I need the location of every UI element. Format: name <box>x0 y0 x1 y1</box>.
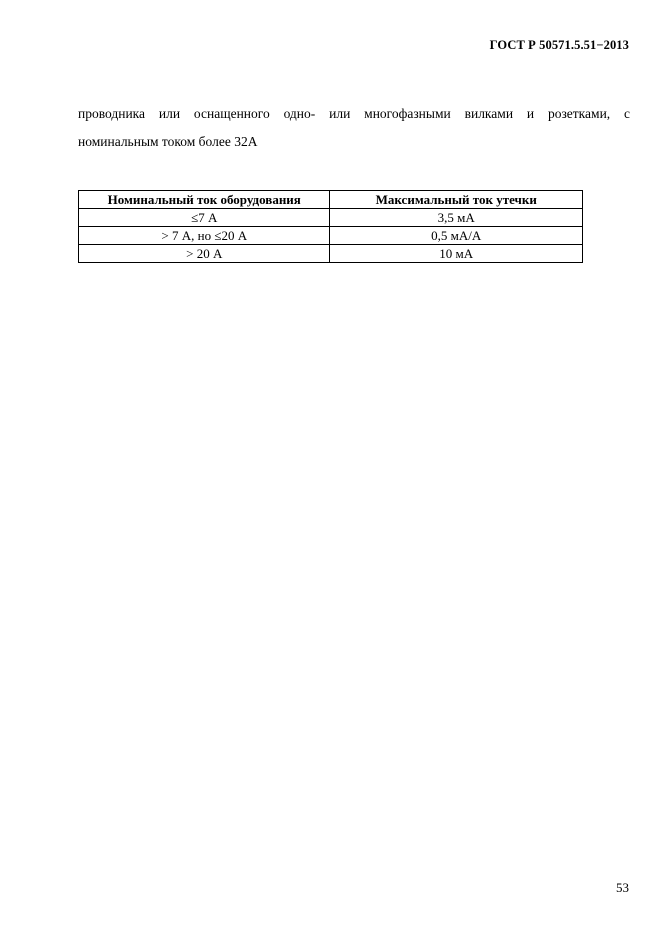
paragraph-line-2: номинальным током более 32А <box>78 134 258 149</box>
table-cell-rated-current: > 20 А <box>79 245 330 263</box>
table-cell-rated-current: > 7 А, но ≤20 А <box>79 227 330 245</box>
table-row <box>79 227 583 245</box>
page-number: 53 <box>616 880 629 895</box>
header-rated-current: Номинальный ток оборудования <box>79 191 330 209</box>
header-max-leakage-current: Максимальный ток утечки <box>330 191 583 209</box>
table-cell-leakage-current: 0,5 мА/А <box>330 227 583 245</box>
table-cell-leakage-current: 3,5 мА <box>330 209 583 227</box>
table-row <box>79 245 583 263</box>
table-cell-rated-current: ≤7 А <box>79 209 330 227</box>
leakage-current-table <box>78 190 583 263</box>
document-code: ГОСТ Р 50571.5.51−2013 <box>489 38 629 52</box>
table-row <box>79 209 583 227</box>
body-paragraph <box>78 100 630 156</box>
table-cell-leakage-current: 10 мА <box>330 245 583 263</box>
table-header-row <box>79 191 583 209</box>
paragraph-line-1: проводника или оснащенного одно- или многофазными вилками и розетками, с <box>78 106 630 121</box>
